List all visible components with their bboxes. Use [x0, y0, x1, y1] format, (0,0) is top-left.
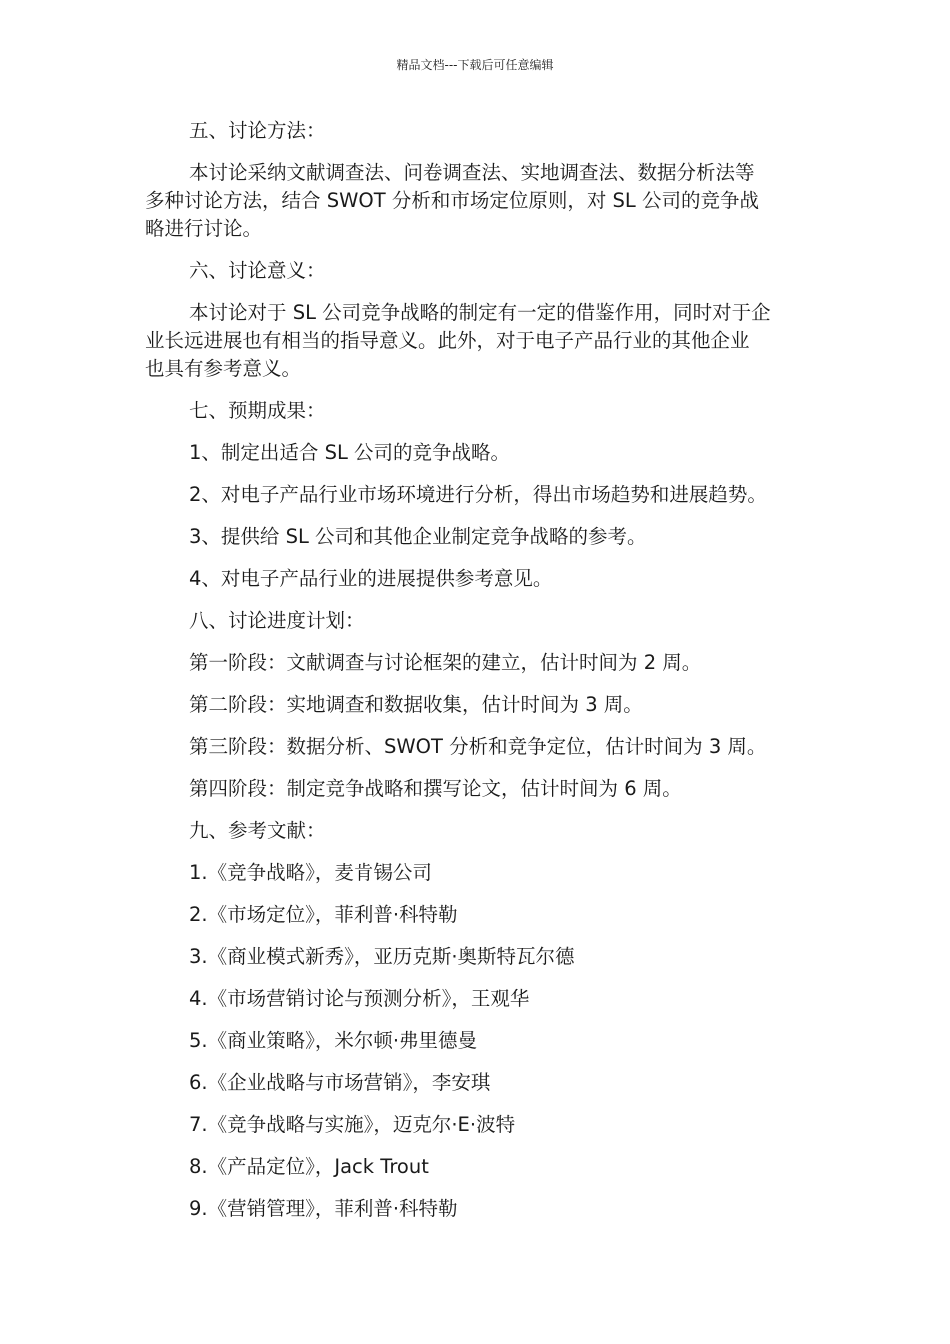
- paragraph-line: 多种讨论方法，结合 SWOT 分析和市场定位原则，对 SL 公司的竞争战: [145, 189, 759, 212]
- list-item: 4、对电子产品行业的进展提供参考意见。: [189, 567, 553, 590]
- paragraph-significance: [145, 299, 805, 383]
- reference-item: 1.《竞争战略》，麦肯锡公司: [189, 861, 432, 884]
- page-header: 精品文档---下载后可任意编辑: [396, 58, 554, 72]
- reference-item: 9.《营销管理》，菲利普·科特勒: [189, 1197, 458, 1220]
- paragraph-line: 本讨论采纳文献调查法、问卷调查法、实地调查法、数据分析法等: [189, 161, 755, 184]
- list-item: 第三阶段：数据分析、SWOT 分析和竞争定位，估计时间为 3 周。: [189, 735, 767, 758]
- reference-item: 2.《市场定位》，菲利普·科特勒: [189, 903, 458, 926]
- list-item: 第一阶段：文献调查与讨论框架的建立，估计时间为 2 周。: [189, 651, 702, 674]
- list-item: 第二阶段：实地调查和数据收集，估计时间为 3 周。: [189, 693, 643, 716]
- list-item: 第四阶段：制定竞争战略和撰写论文，估计时间为 6 周。: [189, 777, 682, 800]
- paragraph-line: 略进行讨论。: [145, 217, 263, 240]
- reference-item: 4.《市场营销讨论与预测分析》，王观华: [189, 987, 530, 1010]
- section-title-outcomes: 七、预期成果：: [189, 399, 326, 422]
- reference-item: 7.《竞争战略与实施》，迈克尔·E·波特: [189, 1113, 516, 1136]
- reference-item: 5.《商业策略》，米尔顿·弗里德曼: [189, 1029, 478, 1052]
- section-title-schedule: 八、讨论进度计划：: [189, 609, 365, 632]
- paragraph-line: 也具有参考意义。: [145, 357, 302, 380]
- section-title-significance: 六、讨论意义：: [189, 259, 326, 282]
- reference-item: 8.《产品定位》，Jack Trout: [189, 1155, 429, 1178]
- list-item: 3、提供给 SL 公司和其他企业制定竞争战略的参考。: [189, 525, 647, 548]
- list-item: 1、制定出适合 SL 公司的竞争战略。: [189, 441, 511, 464]
- paragraph-line: 业长远进展也有相当的指导意义。此外，对于电子产品行业的其他企业: [145, 329, 750, 352]
- reference-item: 3.《商业模式新秀》，亚历克斯·奥斯特瓦尔德: [189, 945, 575, 968]
- paragraph-methods: [145, 159, 805, 243]
- list-item: 2、对电子产品行业市场环境进行分析，得出市场趋势和进展趋势。: [189, 483, 767, 506]
- reference-item: 6.《企业战略与市场营销》，李安琪: [189, 1071, 491, 1094]
- section-title-methods: 五、讨论方法：: [189, 119, 326, 142]
- paragraph-line: 本讨论对于 SL 公司竞争战略的制定有一定的借鉴作用，同时对于企: [189, 301, 771, 324]
- document-body: [145, 117, 805, 1223]
- section-title-references: 九、参考文献：: [189, 819, 326, 842]
